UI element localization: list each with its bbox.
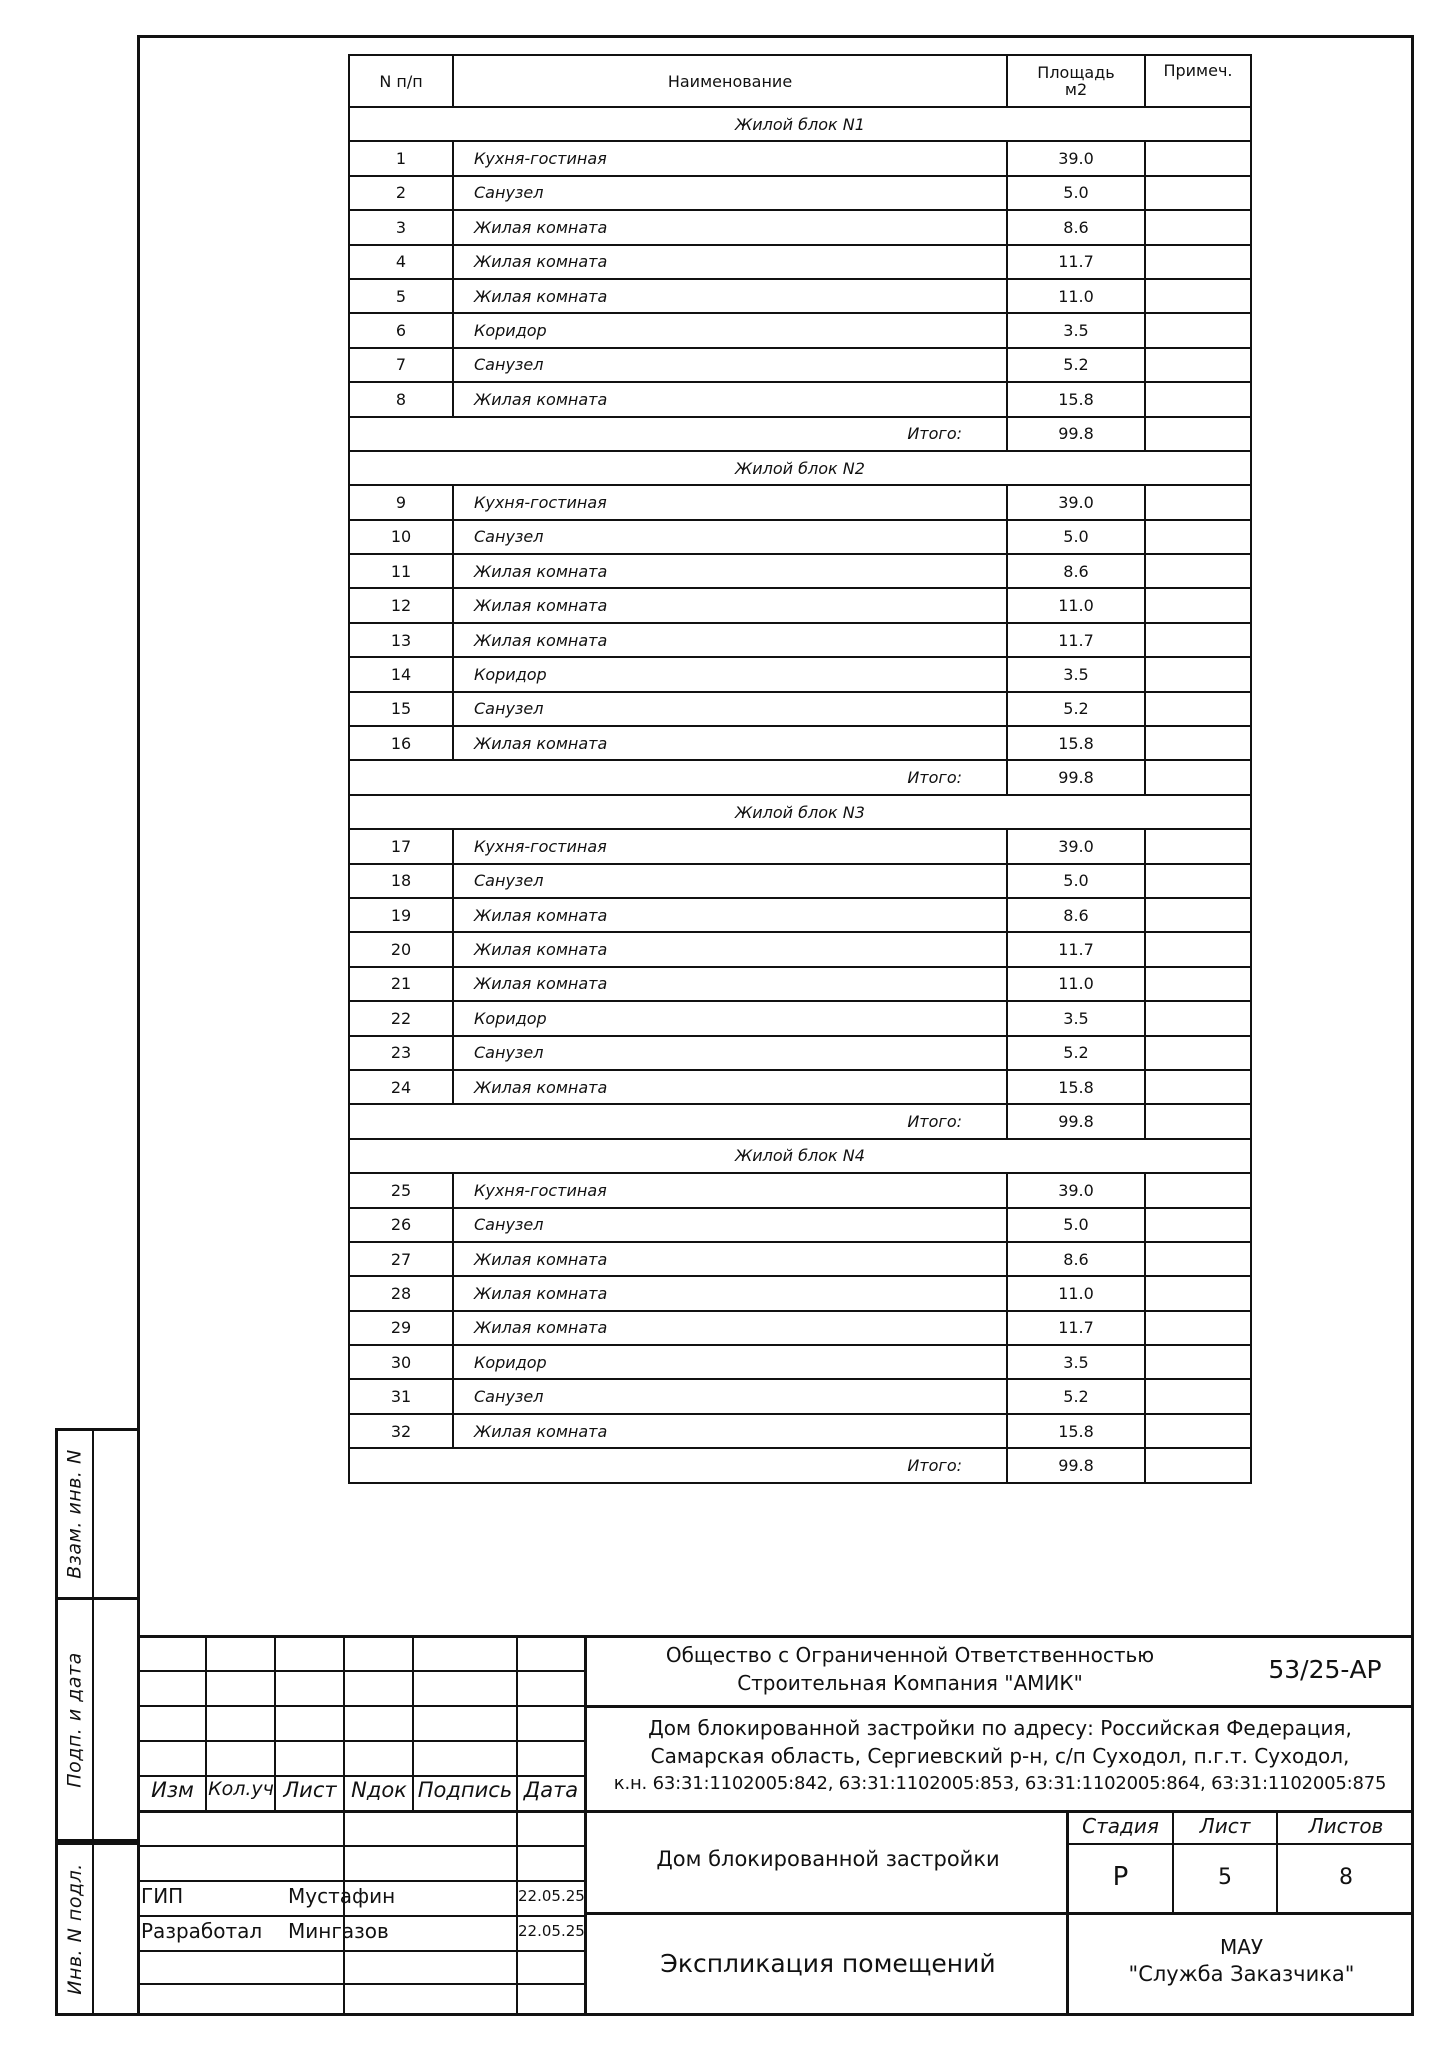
row-note [1145,588,1251,622]
section-row [349,107,1251,141]
table-row [349,245,1251,279]
row-note [1145,1414,1251,1448]
table-row [349,657,1251,691]
table-row [349,382,1251,416]
row-area: 8.6 [1007,554,1145,588]
table-row [349,1173,1251,1207]
row-name: Коридор [453,1345,1007,1379]
row-area: 5.2 [1007,692,1145,726]
row-area: 39.0 [1007,141,1145,175]
table-row [349,1001,1251,1035]
row-number: 21 [349,967,453,1001]
section-row [349,451,1251,485]
row-area: 39.0 [1007,829,1145,863]
row-name: Кухня-гостиная [453,485,1007,519]
row-note [1145,313,1251,347]
row-area: 5.2 [1007,348,1145,382]
table-row [349,1276,1251,1310]
signature-name-gip: Мустафин [288,1884,396,1908]
row-number: 19 [349,898,453,932]
row-area: 11.7 [1007,932,1145,966]
row-number: 10 [349,520,453,554]
row-name: Санузел [453,1208,1007,1242]
col-header-ndok: Nдок [351,1778,407,1802]
table-row [349,692,1251,726]
row-area: 15.8 [1007,1414,1145,1448]
row-number: 6 [349,313,453,347]
row-area: 11.7 [1007,623,1145,657]
row-name: Жилая комната [453,1242,1007,1276]
row-note [1145,864,1251,898]
row-area: 3.5 [1007,1345,1145,1379]
row-number: 9 [349,485,453,519]
row-number: 29 [349,1311,453,1345]
table-row [349,864,1251,898]
row-name: Жилая комната [453,1414,1007,1448]
table-row [349,1414,1251,1448]
side-strip-vzam [55,1428,137,1600]
row-name: Жилая комната [453,588,1007,622]
company-line1: Общество с Ограниченной Ответственностью [665,1643,1155,1667]
row-area: 39.0 [1007,1173,1145,1207]
row-note [1145,141,1251,175]
row-number: 24 [349,1070,453,1104]
row-name: Жилая комната [453,1276,1007,1310]
row-number: 3 [349,210,453,244]
row-number: 4 [349,245,453,279]
row-note [1145,210,1251,244]
row-area: 11.0 [1007,588,1145,622]
row-name: Жилая комната [453,1070,1007,1104]
row-name: Санузел [453,520,1007,554]
stage-value: Р [1112,1862,1129,1892]
table-row [349,623,1251,657]
row-number: 15 [349,692,453,726]
address-line1: Дом блокированной застройки по адресу: Российская Федерация, [648,1716,1352,1740]
object-name: Дом блокированной застройки [656,1847,1000,1871]
row-name: Санузел [453,864,1007,898]
table-row [349,313,1251,347]
table-row [349,898,1251,932]
total-note [1145,1448,1251,1482]
row-area: 8.6 [1007,898,1145,932]
total-row [349,760,1251,794]
table-row [349,210,1251,244]
total-label: Итого: [349,760,1007,794]
total-note [1145,417,1251,451]
row-note [1145,1311,1251,1345]
row-name: Санузел [453,1379,1007,1413]
row-area: 3.5 [1007,657,1145,691]
section-row [349,795,1251,829]
row-name: Санузел [453,1036,1007,1070]
total-note [1145,1104,1251,1138]
total-row [349,1104,1251,1138]
total-label: Итого: [349,1448,1007,1482]
row-note [1145,898,1251,932]
row-number: 1 [349,141,453,175]
row-number: 8 [349,382,453,416]
row-number: 22 [349,1001,453,1035]
row-name: Жилая комната [453,279,1007,313]
row-name: Жилая комната [453,623,1007,657]
signature-date-gip: 22.05.25 [518,1887,585,1905]
row-note [1145,1345,1251,1379]
section-title: Жилой блок N2 [349,451,1251,485]
total-row [349,417,1251,451]
col-header-kolu: Кол.уч [208,1778,274,1800]
side-strip-podp [55,1600,137,1842]
row-name: Жилая комната [453,967,1007,1001]
table-row [349,141,1251,175]
row-area: 8.6 [1007,1242,1145,1276]
explication-table [348,54,1252,1484]
signature-name-dev: Мингазов [288,1919,389,1943]
row-area: 3.5 [1007,1001,1145,1035]
row-note [1145,1242,1251,1276]
row-area: 11.0 [1007,279,1145,313]
row-area: 15.8 [1007,726,1145,760]
row-name: Жилая комната [453,382,1007,416]
company-line2: Строительная Компания "АМИК" [737,1671,1083,1695]
total-area: 99.8 [1007,1104,1145,1138]
table-header-row [349,55,1251,107]
row-name: Жилая комната [453,1311,1007,1345]
row-name: Кухня-гостиная [453,1173,1007,1207]
row-name: Жилая комната [453,932,1007,966]
row-number: 18 [349,864,453,898]
row-note [1145,1001,1251,1035]
table-row [349,279,1251,313]
row-name: Коридор [453,313,1007,347]
row-number: 27 [349,1242,453,1276]
row-area: 15.8 [1007,1070,1145,1104]
address-line3: к.н. 63:31:1102005:842, 63:31:1102005:853, 63:31:1102005:864, 63:31:1102005:875 [613,1773,1387,1794]
row-area: 5.0 [1007,520,1145,554]
col-header-list: Лист [283,1778,337,1802]
row-note [1145,382,1251,416]
row-note [1145,1276,1251,1310]
row-number: 16 [349,726,453,760]
sheet-title: Экспликация помещений [660,1949,996,1978]
table-row [349,176,1251,210]
side-strip-inv [55,1842,137,2016]
row-note [1145,657,1251,691]
row-number: 5 [349,279,453,313]
row-note [1145,1208,1251,1242]
row-area: 5.0 [1007,176,1145,210]
col-header-izm: Изм [151,1778,194,1802]
total-label: Итого: [349,1104,1007,1138]
table-row [349,829,1251,863]
row-number: 25 [349,1173,453,1207]
header-name: Наименование [453,55,1007,107]
table-row [349,967,1251,1001]
row-name: Коридор [453,657,1007,691]
row-area: 39.0 [1007,485,1145,519]
total-label: Итого: [349,417,1007,451]
row-number: 28 [349,1276,453,1310]
sheet-value: 5 [1218,1865,1232,1890]
row-name: Жилая комната [453,726,1007,760]
row-area: 5.0 [1007,864,1145,898]
table-row [349,520,1251,554]
table-body [349,107,1251,1483]
section-title: Жилой блок N1 [349,107,1251,141]
table-row [349,1379,1251,1413]
row-area: 5.2 [1007,1379,1145,1413]
row-note [1145,485,1251,519]
row-number: 7 [349,348,453,382]
stage-header: Стадия [1082,1814,1159,1838]
row-note [1145,623,1251,657]
row-note [1145,1036,1251,1070]
table-row [349,348,1251,382]
total-area: 99.8 [1007,417,1145,451]
header-note: Примеч. [1145,55,1251,107]
row-number: 26 [349,1208,453,1242]
address-line2: Самарская область, Сергиевский р-н, с/п Суходол, п.г.т. Суходол, [650,1744,1350,1768]
table-row [349,1345,1251,1379]
signature-role-dev: Разработал [141,1919,263,1943]
table-row [349,1036,1251,1070]
row-number: 32 [349,1414,453,1448]
row-note [1145,520,1251,554]
table-row [349,554,1251,588]
signature-date-dev: 22.05.25 [518,1922,585,1940]
document-code: 53/25-АР [1268,1655,1382,1684]
side-label-vzam: Взам. инв. N [64,1449,86,1579]
row-name: Кухня-гостиная [453,141,1007,175]
row-note [1145,279,1251,313]
org-line2: "Служба Заказчика" [1128,1962,1355,1986]
row-note [1145,1379,1251,1413]
table-row [349,1242,1251,1276]
sheets-header: Листов [1308,1814,1384,1838]
row-note [1145,726,1251,760]
row-number: 23 [349,1036,453,1070]
row-number: 20 [349,932,453,966]
sheet-header: Лист [1199,1814,1251,1838]
table-row [349,1311,1251,1345]
row-name: Жилая комната [453,210,1007,244]
row-note [1145,692,1251,726]
total-note [1145,760,1251,794]
row-note [1145,348,1251,382]
row-area: 11.0 [1007,1276,1145,1310]
row-area: 5.0 [1007,1208,1145,1242]
signature-role-gip: ГИП [141,1884,184,1908]
row-note [1145,245,1251,279]
section-title: Жилой блок N3 [349,795,1251,829]
row-area: 11.0 [1007,967,1145,1001]
row-name: Жилая комната [453,554,1007,588]
table-row [349,588,1251,622]
table-row [349,932,1251,966]
row-number: 31 [349,1379,453,1413]
header-num: N п/п [349,55,453,107]
row-note [1145,1070,1251,1104]
section-row [349,1139,1251,1173]
row-area: 5.2 [1007,1036,1145,1070]
table-row [349,1070,1251,1104]
row-name: Коридор [453,1001,1007,1035]
table-row [349,726,1251,760]
row-note [1145,967,1251,1001]
row-number: 13 [349,623,453,657]
row-name: Санузел [453,348,1007,382]
row-number: 30 [349,1345,453,1379]
row-area: 8.6 [1007,210,1145,244]
row-number: 17 [349,829,453,863]
row-number: 11 [349,554,453,588]
row-name: Санузел [453,176,1007,210]
row-name: Кухня-гостиная [453,829,1007,863]
total-row [349,1448,1251,1482]
row-number: 2 [349,176,453,210]
row-area: 3.5 [1007,313,1145,347]
col-header-podpis: Подпись [417,1778,513,1802]
row-name: Санузел [453,692,1007,726]
row-area: 15.8 [1007,382,1145,416]
row-name: Жилая комната [453,245,1007,279]
row-number: 14 [349,657,453,691]
col-header-data: Дата [523,1778,579,1802]
table-row [349,485,1251,519]
row-name: Жилая комната [453,898,1007,932]
side-label-podp: Подп. и дата [64,1651,86,1788]
row-number: 12 [349,588,453,622]
row-note [1145,176,1251,210]
sheets-value: 8 [1339,1865,1353,1890]
header-area: Площадь м2 [1007,55,1145,107]
row-area: 11.7 [1007,1311,1145,1345]
row-note [1145,554,1251,588]
total-area: 99.8 [1007,760,1145,794]
total-area: 99.8 [1007,1448,1145,1482]
side-label-inv: Инв. N подл. [64,1863,87,1995]
row-note [1145,829,1251,863]
org-line1: МАУ [1219,1935,1264,1959]
section-title: Жилой блок N4 [349,1139,1251,1173]
table-row [349,1208,1251,1242]
row-note [1145,932,1251,966]
row-area: 11.7 [1007,245,1145,279]
row-note [1145,1173,1251,1207]
